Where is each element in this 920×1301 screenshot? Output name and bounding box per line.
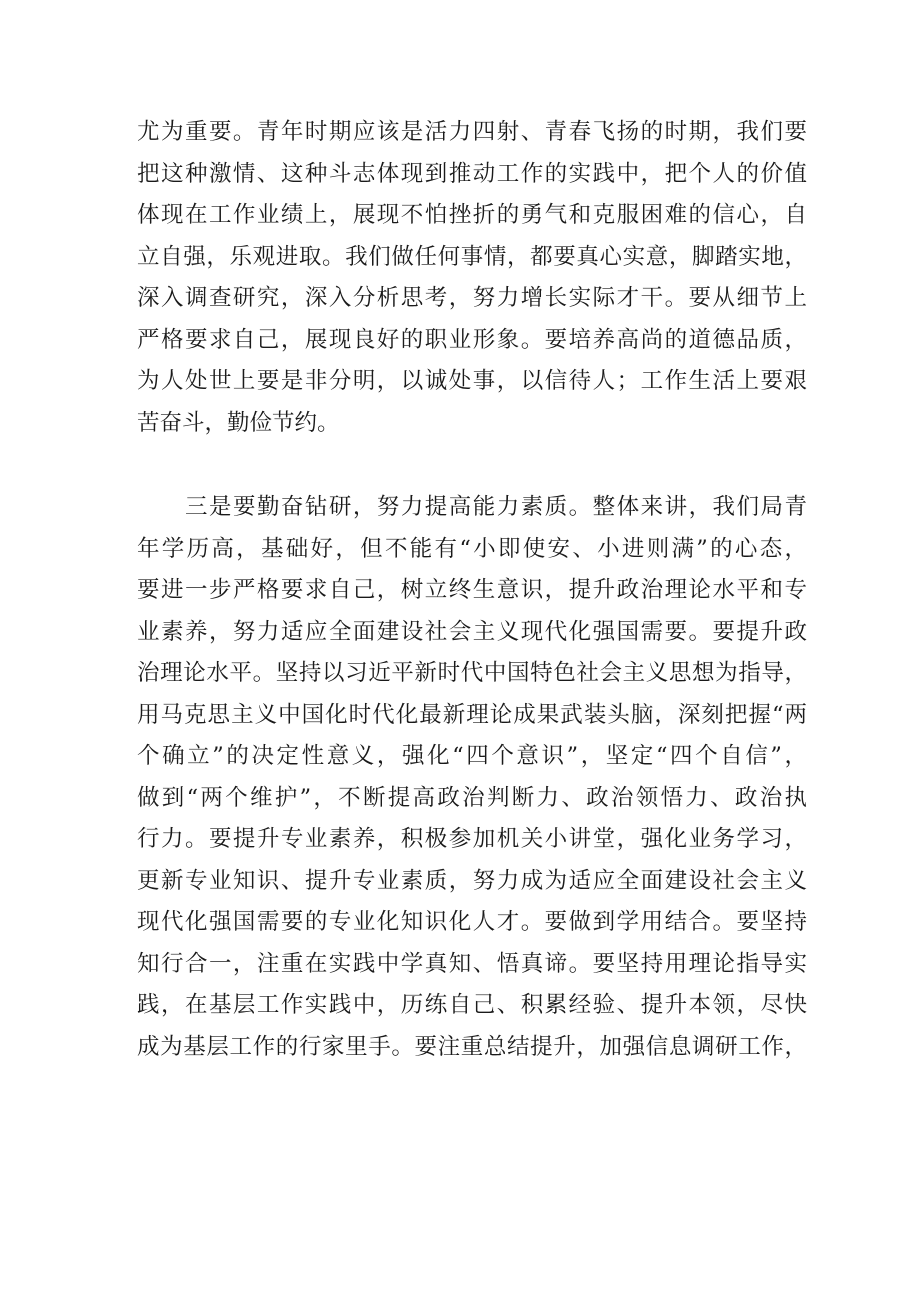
paragraph-line: 要进一步严格要求自己，树立终生意识，提升政治理论水平和专 (137, 577, 807, 603)
paragraph-line: 知行合一，注重在实践中学真知、悟真谛。要坚持用理论指导实 (137, 950, 807, 977)
paragraph-line: 立自强，乐观进取。我们做任何事情，都要真心实意，脚踏实地， (137, 243, 807, 270)
paragraph-line: 把这种激情、这种斗志体现到推动工作的实践中，把个人的价值 (137, 160, 807, 187)
paragraph-line: 治理论水平。坚持以习近平新时代中国特色社会主义思想为指导， (137, 660, 807, 686)
paragraph-line: 体现在工作业绩上，展现不怕挫折的勇气和克服困难的信心，自 (137, 202, 807, 228)
paragraph-line: 成为基层工作的行家里手。要注重总结提升，加强信息调研工作， (137, 1033, 807, 1060)
paragraph-line: 深入调查研究，深入分析思考，努力增长实际才干。要从细节上 (137, 285, 807, 311)
paragraph-line: 业素养，努力适应全面建设社会主义现代化强国需要。要提升政 (137, 618, 807, 645)
paragraph-line: 现代化强国需要的专业化知识化人才。要做到学用结合。要坚持 (137, 909, 807, 935)
paragraph-line: 个确立”的决定性意义，强化“四个意识”，坚定“四个自信”， (137, 743, 807, 769)
paragraph-line: 用马克思主义中国化时代化最新理论成果武装头脑，深刻把握“两 (137, 701, 807, 728)
paragraph-line: 苦奋斗，勤俭节约。 (137, 409, 340, 436)
paragraph-line: 为人处世上要是非分明，以诚处事，以信待人；工作生活上要艰 (137, 368, 807, 394)
paragraph-line: 践，在基层工作实践中，历练自己、积累经验、提升本领，尽快 (137, 992, 807, 1018)
paragraph-line: 尤为重要。青年时期应该是活力四射、青春飞扬的时期，我们要 (137, 119, 807, 145)
paragraph-line: 更新专业知识、提升专业素质，努力成为适应全面建设社会主义 (137, 867, 807, 894)
paragraph-line: 严格要求自己，展现良好的职业形象。要培养高尚的道德品质， (137, 326, 807, 353)
paragraph-line: 行力。要提升专业素养，积极参加机关小讲堂，强化业务学习， (137, 826, 807, 852)
paragraph-line: 做到“两个维护”，不断提高政治判断力、政治领悟力、政治执 (137, 784, 807, 811)
paragraph-line: 三是要勤奋钻研，努力提高能力素质。整体来讲，我们局青 (185, 494, 807, 520)
paragraph-line: 年学历高，基础好，但不能有“小即使安、小进则满”的心态， (137, 535, 807, 562)
